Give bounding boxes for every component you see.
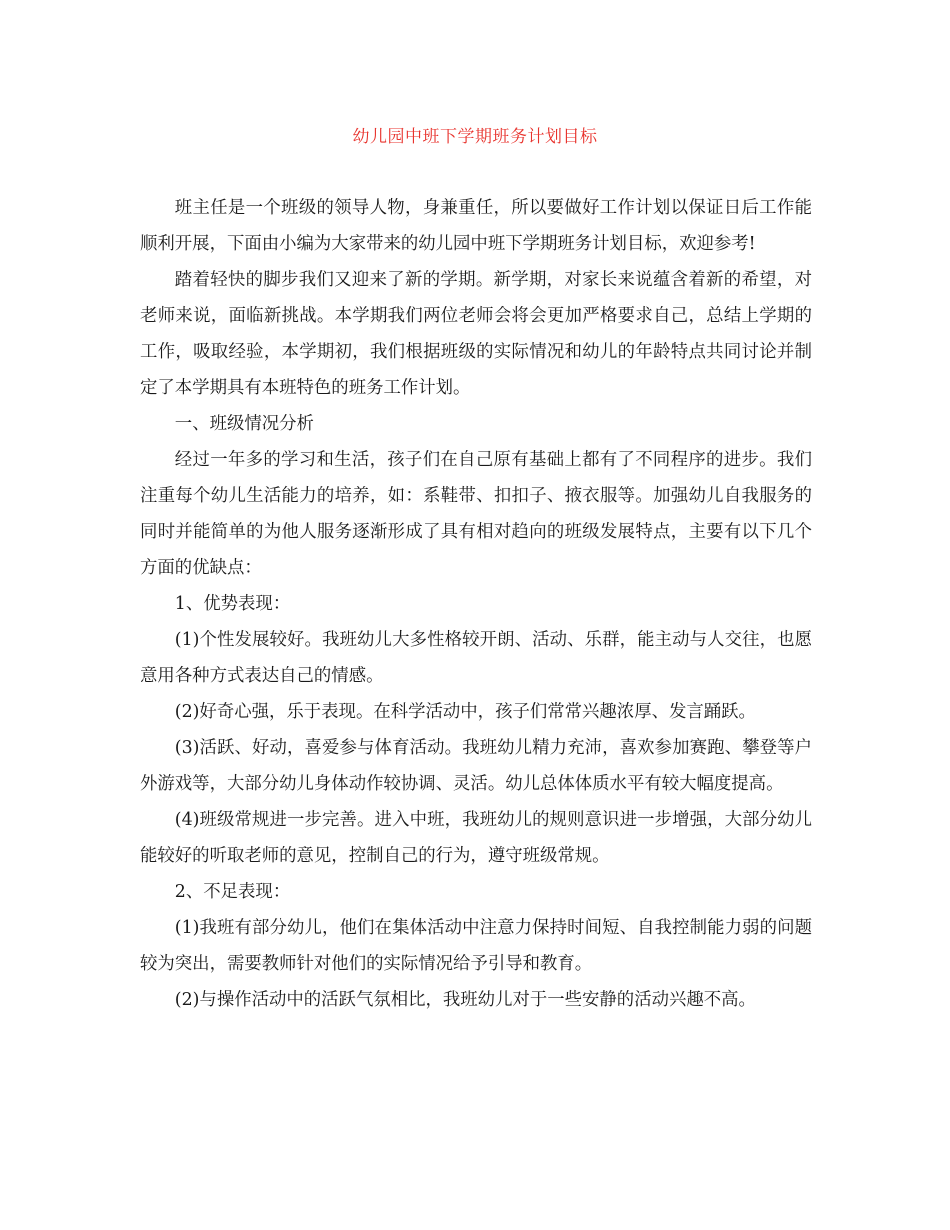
document-body — [140, 190, 812, 1018]
paragraph-new-semester: 踏着轻快的脚步我们又迎来了新的学期。新学期，对家长来说蕴含着新的希望，对老师来说，面临新挑战。本学期我们两位老师会将会更加严格要求自己，总结上学期的工作，吸取经验，本学期初，我们根据班级的实际情况和幼儿的年龄特点共同讨论并制定了本学期具有本班特色的班务工作计划。 — [140, 270, 812, 398]
subheading-strengths: 1、优势表现： — [174, 594, 291, 614]
list-item-strength-4: (4)班级常规进一步完善。进入中班，我班幼儿的规则意识进一步增强，大部分幼儿能较好的听取老师的意见，控制自己的行为，遵守班级常规。 — [140, 810, 812, 866]
list-item-strength-2: (2)好奇心强，乐于表现。在科学活动中，孩子们常常兴趣浓厚、发言踊跃。 — [174, 702, 756, 722]
paragraph-intro: 班主任是一个班级的领导人物，身兼重任，所以要做好工作计划以保证日后工作能顺利开展，下面由小编为大家带来的幼儿园中班下学期班务计划目标，欢迎参考! — [140, 198, 812, 254]
subheading-weaknesses: 2、不足表现： — [174, 882, 291, 902]
paragraph-class-analysis: 经过一年多的学习和生活，孩子们在自己原有基础上都有了不同程序的进步。我们注重每个幼儿生活能力的培养，如：系鞋带、扣扣子、掖衣服等。加强幼儿自我服务的同时并能简单的为他人服务逐渐形成了具有相对趋向的班级发展特点，主要有以下几个方面的优缺点： — [140, 450, 812, 578]
document-title: 幼儿园中班下学期班务计划目标 — [352, 127, 598, 147]
section-heading-class-analysis: 一、班级情况分析 — [174, 414, 314, 434]
list-item-weakness-1: (1)我班有部分幼儿，他们在集体活动中注意力保持时间短、自我控制能力弱的问题较为突出，需要教师针对他们的实际情况给予引导和教育。 — [140, 918, 812, 974]
list-item-strength-1: (1)个性发展较好。我班幼儿大多性格较开朗、活动、乐群，能主动与人交往，也愿意用各种方式表达自己的情感。 — [140, 630, 812, 686]
list-item-strength-3: (3)活跃、好动，喜爱参与体育活动。我班幼儿精力充沛，喜欢参加赛跑、攀登等户外游戏等，大部分幼儿身体动作较协调、灵活。幼儿总体体质水平有较大幅度提高。 — [140, 738, 812, 794]
list-item-weakness-2: (2)与操作活动中的活跃气氛相比，我班幼儿对于一些安静的活动兴趣不高。 — [174, 990, 756, 1010]
